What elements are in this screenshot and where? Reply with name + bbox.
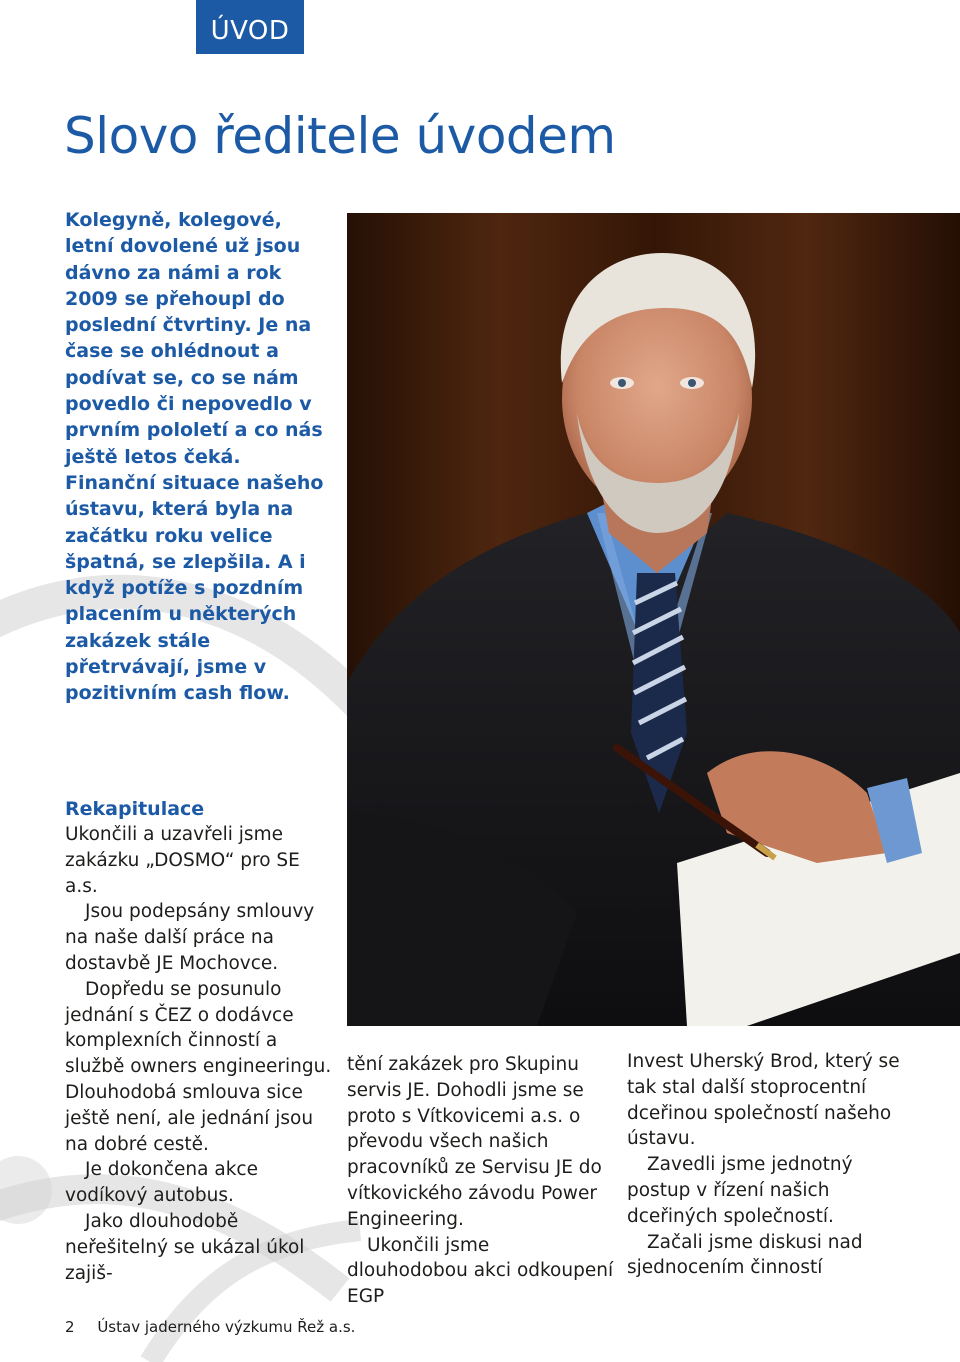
paragraph: Ukončili jsme dlouhodobou akci odkoupení EGP (347, 1234, 614, 1308)
publication-name: Ústav jaderného výzkumu Řež a.s. (97, 1318, 356, 1336)
paragraph: Jsou podepsány smlouvy na naše další práce na dostavbě JE Mochovce. (65, 901, 315, 974)
page-title: Slovo ředitele úvodem (64, 107, 616, 165)
intro-paragraph: Kolegyně, kolegové, letní dovolené už jsou dávno za námi a rok 2009 se přehoupl do poslední čtvrtiny. Je na čase se ohlédnout a podívat se, co se nám povedlo či nepovedlo v prvním pololetí a co nás ještě letos čeká. Finanční situace našeho ústavu, která byla na začátku roku velice špatná, se zlepšila. A i když potíže s pozdním placením u některých zakázek stále přetrvávají, jsme v pozitivním cash flow. (65, 209, 324, 705)
text-column-3 (627, 1049, 917, 1281)
paragraph: Dopředu se posunulo jednání s ČEZ o dodávce komplexních činností a službě owners engineeringu. Dlouhodobá smlouva sice ještě není, ale jednání jsou na dobré cestě. (65, 978, 332, 1155)
text-column-1 (65, 822, 333, 1286)
paragraph: Invest Uherský Brod, který se tak stal další stoprocentní dceřinou společností našeho ústavu. (627, 1051, 900, 1150)
section-tab: ÚVOD (196, 0, 304, 54)
paragraph: tění zakázek pro Skupinu servis JE. Dohodli jsme se proto s Vítkovicemi a.s. o převodu všech našich pracovníků ze Servisu JE do vítkovického závodu Power Engineering. (347, 1054, 602, 1230)
director-portrait-photo (347, 213, 960, 1026)
paragraph: Jako dlouhodobě neřešitelný se ukázal úkol zajiš- (65, 1210, 305, 1284)
paragraph: Je dokončena akce vodíkový autobus. (65, 1159, 258, 1207)
paragraph: Začali jsme diskusi nad sjednocením činností (627, 1231, 863, 1279)
paragraph: Zavedli jsme jednotný postup v řízení našich dceřiných společností. (627, 1154, 853, 1227)
page-footer (65, 1317, 355, 1337)
text-column-2 (347, 1052, 615, 1310)
section-heading-rekapitulace: Rekapitulace (65, 798, 205, 820)
paragraph: Ukončili a uzavřeli jsme zakázku „DOSMO“ pro SE a.s. (65, 824, 300, 897)
page-number: 2 (65, 1318, 75, 1336)
